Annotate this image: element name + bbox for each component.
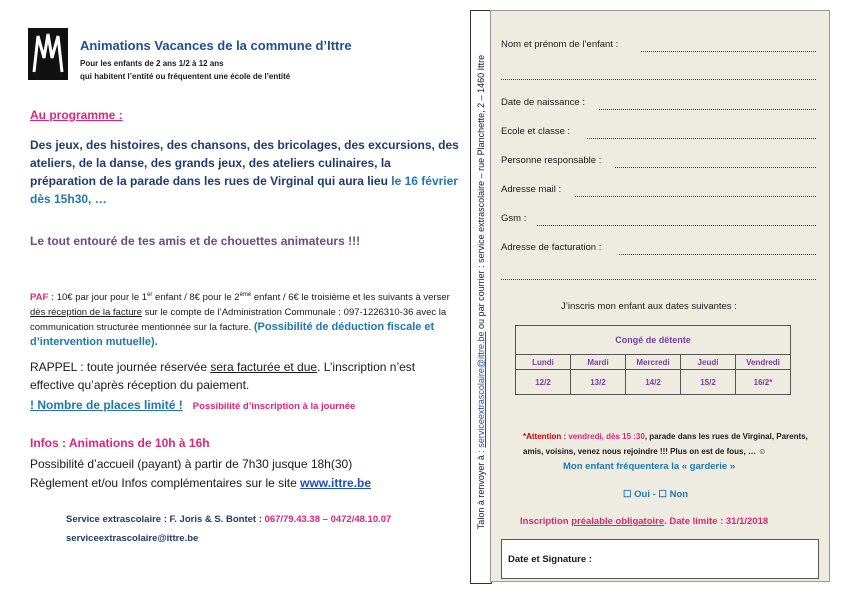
responsible-field[interactable] xyxy=(615,167,816,168)
infos-heading: Infos : Animations de 10h à 16h xyxy=(30,436,210,450)
attention-note xyxy=(523,429,823,459)
responsible-label: Personne responsable : xyxy=(501,155,602,166)
site-link[interactable]: www.ittre.be xyxy=(300,476,372,490)
dates-table xyxy=(515,325,791,395)
insc-u1: préalable obligatoire xyxy=(571,516,665,527)
billing-field-line2[interactable] xyxy=(501,279,816,280)
table-header: Congé de détente xyxy=(516,326,791,355)
program-description: Des jeux, des histoires, des chansons, des bricolages, des excursions, des ateliers, de la danse, des grands jeux, des ateliers culinaires, la préparation de la parade dans les rues de Virginal qui aura lieu xyxy=(30,138,459,188)
billing-field[interactable] xyxy=(619,254,816,255)
registration-form xyxy=(490,10,830,582)
garderie-question: Mon enfant fréquentera la « garderie » xyxy=(563,461,736,472)
day-cell: Mardi xyxy=(571,355,626,370)
talon-email[interactable]: serviceextrascolaire@ittre.be xyxy=(476,331,486,448)
attention-highlight: vendredi, dès 15 :30 xyxy=(568,432,645,441)
insc-t1: Inscription xyxy=(520,516,572,527)
date-cell[interactable]: 14/2 xyxy=(626,370,681,395)
paf-label: PAF : xyxy=(30,292,55,304)
program-text xyxy=(30,136,460,208)
inscription-note xyxy=(520,516,768,527)
paf-t2: enfant / 8€ pour le 2 xyxy=(152,292,240,304)
page-title: Animations Vacances de la commune d’Ittre xyxy=(80,38,352,53)
inscris-label: J’inscris mon enfant aux dates suivantes : xyxy=(561,301,737,312)
birth-field[interactable] xyxy=(599,109,816,110)
gsm-label: Gsm : xyxy=(501,213,527,224)
talon-strip xyxy=(470,10,492,584)
paf-t1: 10€ par jour pour le 1 xyxy=(56,292,148,304)
school-field[interactable] xyxy=(587,138,816,139)
day-cell: Jeudi xyxy=(681,355,736,370)
talon-text xyxy=(476,17,486,567)
infos-text xyxy=(30,455,371,493)
gsm-field[interactable] xyxy=(537,225,816,226)
paf-sup1: er xyxy=(147,292,153,298)
subtitle-age: Pour les enfants de 2 ans 1/2 à 12 ans xyxy=(80,59,224,68)
paf-t3: enfant / 6€ le troisième et les suivants à verser xyxy=(251,292,450,304)
signature-label: Date et Signature : xyxy=(508,554,592,565)
rappel-u1: sera facturée et due xyxy=(210,360,318,374)
day-cell: Mercredi xyxy=(626,355,681,370)
billing-label: Adresse de facturation : xyxy=(501,242,602,253)
paf-u1: dès réception de la facture xyxy=(30,307,142,319)
day-cell: Vendredi xyxy=(736,355,791,370)
attention-text: , parade dans les rues de Virginal, Parents, amis, voisins, venez nous rejoindre !!! Plus on est de fous, … ☺ xyxy=(523,432,808,456)
program-heading: Au programme : xyxy=(30,108,123,122)
name-field-line2[interactable] xyxy=(501,79,816,80)
date-cell[interactable]: 15/2 xyxy=(681,370,736,395)
rappel-t2: . L’inscription n’est effective qu’après réception du paiement. xyxy=(30,360,416,392)
insc-t2: . Date limite : 31/1/2018 xyxy=(664,516,769,527)
limit-line xyxy=(30,398,355,412)
date-cell[interactable]: 13/2 xyxy=(571,370,626,395)
parade-date: le 16 février dès 15h30, … xyxy=(30,174,458,206)
birth-label: Date de naissance : xyxy=(501,97,585,108)
rappel-t1: RAPPEL : toute journée réservée xyxy=(30,360,211,374)
paf-t4: sur le compte de l’Administration Communale : 097-1226310-36 avec la communication structurée mentionnée sur la facture. xyxy=(30,307,447,334)
commune-logo xyxy=(28,28,68,80)
date-cell[interactable]: 12/2 xyxy=(516,370,571,395)
name-label: Nom et prénom de l’enfant : xyxy=(501,39,619,50)
school-label: Ecole et classe : xyxy=(501,126,571,137)
day-cell: Lundi xyxy=(516,355,571,370)
subtitle-entity: qui habitent l’entité ou fréquentent une école de l’entité xyxy=(80,72,291,81)
service-contact xyxy=(66,514,391,525)
signature-box[interactable] xyxy=(501,539,819,579)
places-limit: ! Nombre de places limité ! xyxy=(30,398,183,412)
paf-deduction: (Possibilité de déduction fiscale et d’intervention mutuelle). xyxy=(30,321,435,349)
infos-line1: Possibilité d’accueil (payant) à partir de 7h30 jusque 18h(30) xyxy=(30,457,353,471)
friends-text: Le tout entouré de tes amis et de chouettes animateurs !!! xyxy=(30,234,361,248)
service-label: Service extrascolaire : F. Joris & S. Bontet : xyxy=(66,514,265,525)
talon-t1: Talon à renvoyer à : xyxy=(476,447,486,530)
name-field[interactable] xyxy=(641,51,816,52)
infos-line2 xyxy=(30,474,371,493)
date-cell[interactable]: 16/2* xyxy=(736,370,791,395)
rappel-text xyxy=(30,358,460,394)
paf-sup2: ème xyxy=(239,292,252,298)
attention-label: *Attention : xyxy=(523,432,569,441)
email-label: Adresse mail : xyxy=(501,184,562,195)
talon-t2: ou par courrier : service extrascolaire – rue Planchette, 2 – 1460 Ittre xyxy=(476,54,486,332)
service-phones: 067/79.43.38 – 0472/48.10.07 xyxy=(264,514,392,525)
email-field[interactable] xyxy=(575,196,816,197)
infos-line2-text: Règlement et/ou Infos complémentaires sur le site xyxy=(30,476,297,490)
garderie-options[interactable]: ☐ Oui - ☐ Non xyxy=(623,489,689,500)
daily-registration: Possibilité d’inscription à la journée xyxy=(192,401,356,412)
service-email[interactable]: serviceextrascolaire@ittre.be xyxy=(66,533,199,544)
paf-section xyxy=(30,288,450,350)
